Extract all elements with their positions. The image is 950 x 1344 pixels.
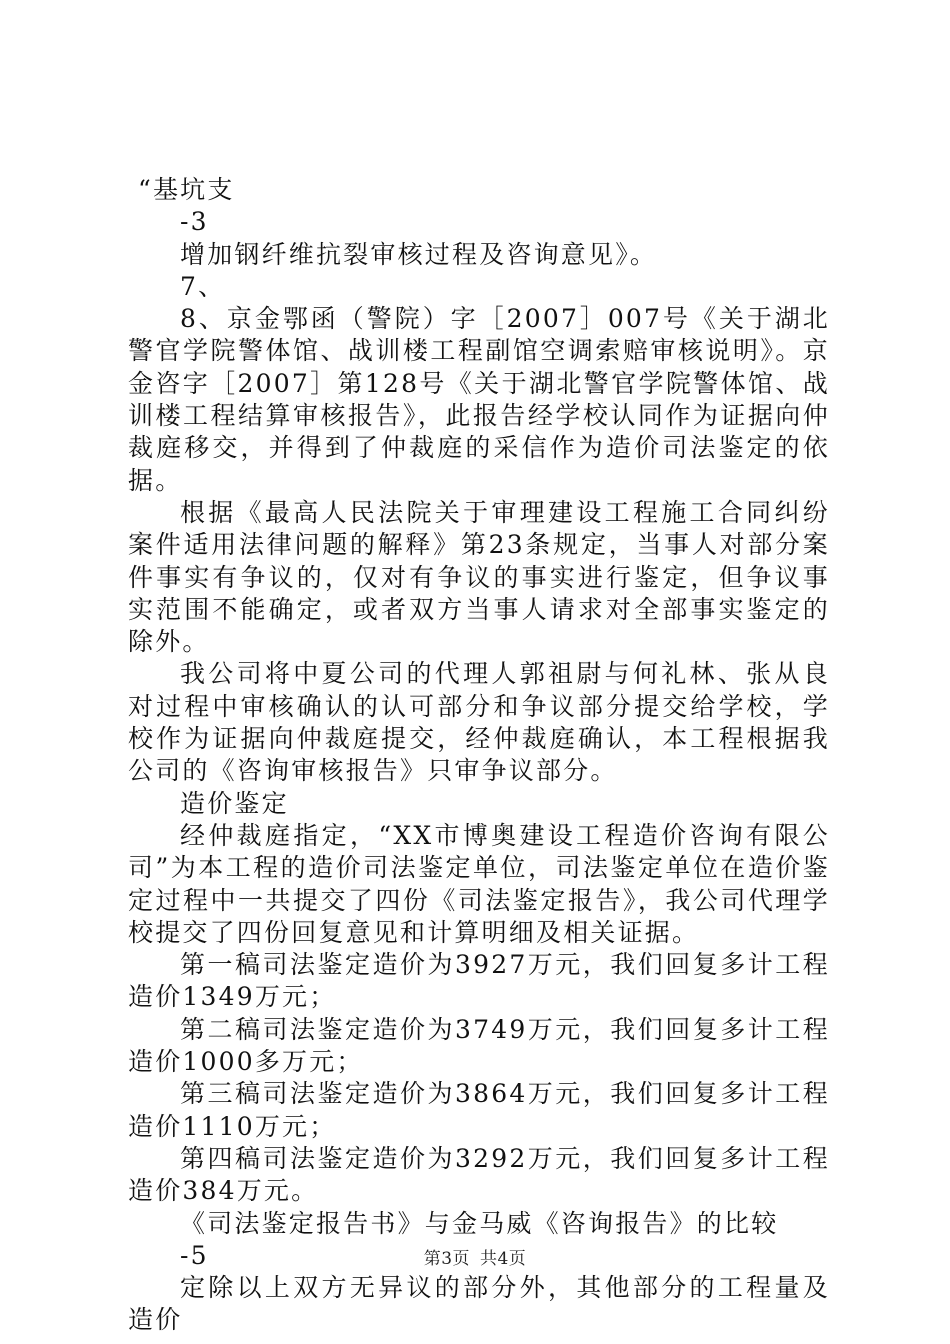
paragraph: 经仲裁庭指定，“XX市博奥建设工程造价咨询有限公司”为本工程的造价司法鉴定单位，司法鉴定单位在造价鉴定过程中一共提交了四份《司法鉴定报告》，我公司代理学校提交了四份回复意见和计算明细及相关证据。 <box>128 820 830 947</box>
section-heading: 造价鉴定 <box>180 788 289 818</box>
paragraph: 第二稿司法鉴定造价为3749万元，我们回复多计工程造价1000多万元； <box>128 1014 830 1077</box>
page-total: 共4页 <box>479 1249 527 1269</box>
document-body <box>128 174 830 1337</box>
page-footer <box>0 1244 950 1269</box>
paragraph: 根据《最高人民法院关于审理建设工程施工合同纠纷案件适用法律问题的解释》第23条规定，当事人对部分案件事实有争议的，仅对有争议的事实进行鉴定，但争议事实范围不能确定，或者双方当事人请求对全部事实鉴定的除外。 <box>128 497 830 657</box>
paragraph: “基坑支 <box>138 175 235 204</box>
paragraph: 《司法鉴定报告书》与金马威《咨询报告》的比较 <box>180 1208 779 1238</box>
paragraph: 第一稿司法鉴定造价为3927万元，我们回复多计工程造价1349万元； <box>128 950 830 1012</box>
paragraph: 增加钢纤维抗裂审核过程及咨询意见》。 <box>180 239 658 269</box>
paragraph: 8、京金鄂函（警院）字［2007］007号《关于湖北警官学院警体馆、战训楼工程副馆空调索赔审核说明》。京金咨字［2007］第128号《关于湖北警官学院警体馆、战训楼工程结算审核报告》，此报告经学校认同作为证据向仲裁庭移交，并得到了仲裁庭的采信作为造价司法鉴定的依据。 <box>128 304 830 495</box>
page-number: 第3页 <box>423 1249 471 1269</box>
paragraph: -3 <box>180 207 209 237</box>
paragraph: 第四稿司法鉴定造价为3292万元，我们回复多计工程造价384万元。 <box>128 1143 830 1206</box>
paragraph: 7、 <box>180 271 226 301</box>
paragraph: 定除以上双方无异议的部分外，其他部分的工程量及造价 <box>128 1273 830 1335</box>
paragraph: 我公司将中夏公司的代理人郭祖尉与何礼林、张从良对过程中审核确认的认可部分和争议部分提交给学校，学校作为证据向仲裁庭提交，经仲裁庭确认，本工程根据我公司的《咨询审核报告》只审争议部分。 <box>128 659 830 786</box>
paragraph: -5 <box>180 1240 209 1270</box>
paragraph: 第三稿司法鉴定造价为3864万元，我们回复多计工程造价1110万元； <box>128 1079 830 1141</box>
